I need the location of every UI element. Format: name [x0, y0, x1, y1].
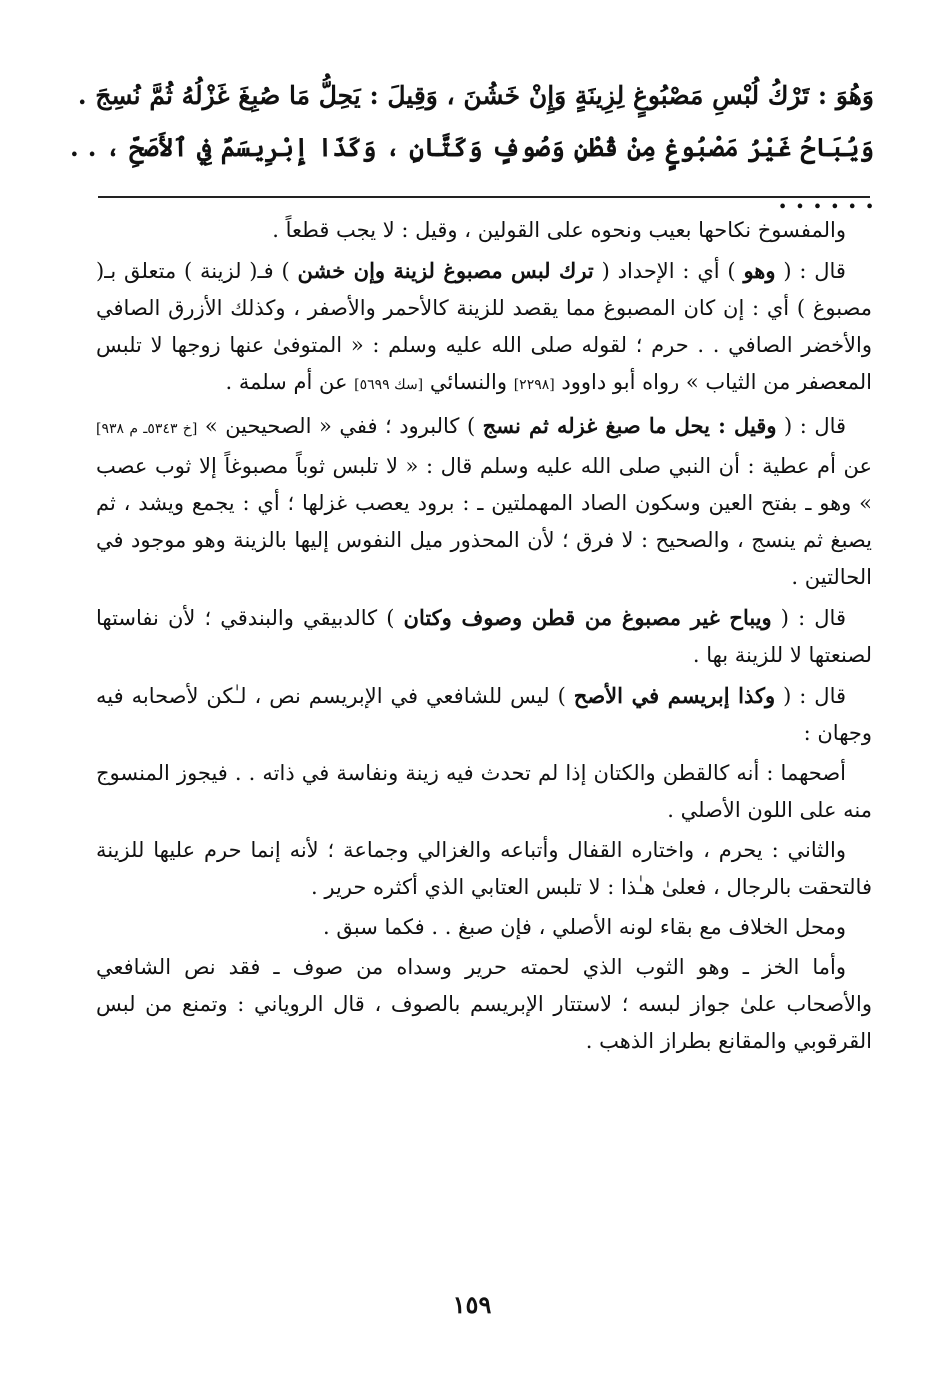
commentary-text-run: قال : ( — [771, 606, 846, 630]
commentary-paragraph — [96, 755, 872, 829]
commentary-text-run: ) ليس للشافعي في الإبريسم نص ، لـٰكن لأصحابه فيه وجهان : — [96, 684, 872, 745]
commentary-paragraph — [96, 407, 872, 596]
page-number: ١٥٩ — [452, 1290, 492, 1319]
commentary-text-run: قال : ( — [776, 414, 847, 438]
matn-quote: وقيل : يحل ما صبغ غزله ثم نسج — [482, 413, 777, 438]
commentary-text-run: ) كالدبيقي والبندقي ؛ لأن نفاستها لصنعتها لا للزينة بها . — [96, 606, 872, 667]
matn-quote: ترك لبس مصبوغ لزينة وإن خشن — [297, 258, 594, 283]
matn-text — [70, 70, 874, 226]
commentary-text-run: والنسائي — [423, 370, 514, 394]
commentary-paragraph — [96, 677, 872, 752]
matn-quote: وهو — [743, 258, 776, 283]
commentary-text-run: أصحهما : أنه كالقطن والكتان إذا لم تحدث فيه زينة ونفاسة في ذاته . . فيجوز المنسوج منه على اللون الأصلي . — [96, 761, 872, 822]
commentary-paragraph — [96, 949, 872, 1060]
commentary-text-run: ) فـ( لزينة ) متعلق بـ( مصبوغ ) أي : إن كان المصبوغ مما يقصد للزينة كالأحمر والأصفر ، وكذلك الأزرق الصافي والأخضر الصافي . . حرم ؛ لقوله صلى الله عليه وسلم : « المتوفىٰ عنها زوجها لا تلبس المعصفر من الثياب » رواه أبو داوود — [96, 259, 872, 394]
hadith-reference: [خ ٥٣٤٣ـ م ٩٣٨] — [96, 421, 198, 437]
commentary-paragraph — [96, 832, 872, 906]
commentary-text-run: والمفسوخ نكاحها بعيب ونحوه على القولين ، وقيل : لا يجب قطعاً . — [272, 218, 846, 242]
commentary-paragraph — [96, 252, 872, 404]
separator-rule — [98, 196, 870, 198]
commentary-paragraph — [96, 599, 872, 674]
hadith-reference: [سك ٥٦٩٩] — [354, 377, 424, 393]
commentary-text-run: عن أم عطية : أن النبي صلى الله عليه وسلم قال : « لا تلبس ثوباً مصبوغاً إلا ثوب عصب » وهو ـ بفتح العين وسكون الصاد المهملتين ـ : برود يعصب غزلها ؛ أي : يجمع ويشد ، ثم يصبغ ثم ينسج ، والصحيح : لا فرق ؛ لأن المحذور ميل النفوس إليها بالزينة وهو موجود في الحالتين . — [96, 454, 872, 589]
commentary-text-run: قال : ( — [775, 259, 846, 283]
commentary-text — [96, 212, 872, 1063]
matn-quote: ويباح غير مصبوغ من قطن وصوف وكتان — [403, 605, 772, 630]
commentary-text-run: عن أم سلمة . — [225, 370, 355, 394]
commentary-text-run: ) أي : الإحداد ( — [593, 259, 744, 283]
commentary-paragraph — [96, 909, 872, 946]
commentary-paragraph — [96, 212, 872, 249]
matn-quote: وكذا إبريسم في الأصح — [573, 683, 776, 708]
commentary-text-run: وأما الخز ـ وهو الثوب الذي لحمته حرير وسداه من صوف ـ فقد نص الشافعي والأصحاب علىٰ جواز لبسه ؛ لاستتار الإبريسم بالصوف ، قال الروياني : وتمنع من لبس القرقوبي والمقانع بطراز الذهب . — [96, 955, 872, 1053]
matn-line-1: وَهُوَ : تَرْكُ لُبْسِ مَصْبُوغٍ لِزِينَةٍ وَإِنْ خَشُنَ ، وَقِيلَ : يَحِلُّ مَا صُبِغَ غَزْلُهُ ثُمَّ نُسِجَ . — [77, 81, 874, 110]
commentary-text-run: ومحل الخلاف مع بقاء لونه الأصلي ، فإن صبغ . . فكما سبق . — [323, 915, 846, 939]
matn-line-2: وَيُبَاحُ غَيْرُ مَصْبُوغٍ مِنْ قُطْنٍ وَصُوفٍ وَكَتَّانٍ ، وَكَذَا إِبْرِيسَمٌ فِي ٱلأَصَحِّ ، . . . . . . . . — [70, 133, 874, 214]
commentary-text-run: قال : ( — [775, 684, 847, 708]
commentary-text-run: ) كالبرود ؛ ففي « الصحيحين » — [197, 414, 483, 438]
hadith-reference: [٢٢٩٨] — [513, 377, 555, 393]
commentary-text-run: والثاني : يحرم ، واختاره القفال وأتباعه والغزالي وجماعة ؛ لأنه إنما حرم عليها للزينة فالتحقت بالرجال ، فعلىٰ هـٰذا : لا تلبس العتابي الذي أكثره حرير . — [96, 838, 872, 899]
